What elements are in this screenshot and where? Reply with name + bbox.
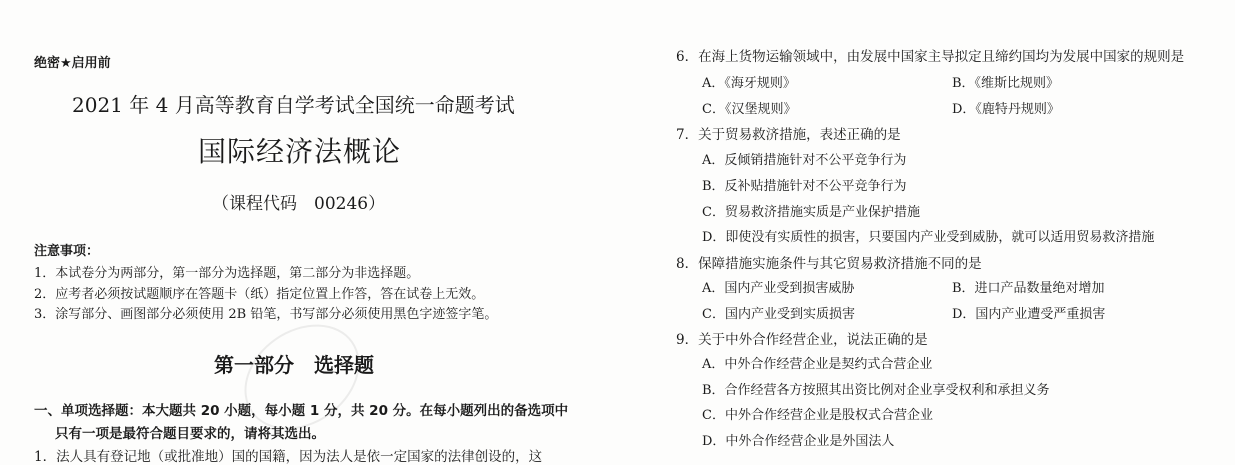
question-6-option-d: D．《鹿特丹规则》 — [952, 102, 1060, 117]
question-7-option-b: B．反补贴措施针对不公平竞争行为 — [702, 179, 907, 194]
question-6-option-a: A．《海牙规则》 — [702, 76, 796, 91]
notice-item: 3．涂写部分、画图部分必须使用 2B 铅笔，书写部分必须使用黑色字迹签字笔。 — [34, 307, 498, 322]
question-7-option-a: A．反倾销措施针对不公平竞争行为 — [702, 153, 907, 168]
question-9-option-d: D．中外合作经营企业是外国法人 — [702, 434, 895, 449]
question-6-stem: 6．在海上货物运输领域中，由发展中国家主导拟定且缔约国均为发展中国家的规则是 — [676, 49, 1185, 65]
question-9-stem: 9．关于中外合作经营企业，说法正确的是 — [676, 332, 928, 348]
notice-item: 2．应考者必须按试题顺序在答题卡（纸）指定位置上作答，答在试卷上无效。 — [34, 287, 485, 302]
notice-heading: 注意事项： — [34, 244, 100, 259]
confidential-label: 绝密★启用前 — [34, 56, 111, 71]
question-8-stem: 8．保障措施实施条件与其它贸易救济措施不同的是 — [676, 256, 982, 272]
question-9-option-b: B．合作经营各方按照其出资比例对企业享受权利和承担义务 — [702, 383, 1050, 398]
question-8-option-b: B．进口产品数量绝对增加 — [952, 281, 1105, 296]
question-6-option-c: C．《汉堡规则》 — [702, 102, 797, 117]
section-instructions: 一、单项选择题：本大题共 20 小题，每小题 1 分，共 20 分。在每小题列出的备选项中 — [34, 403, 569, 419]
section-instructions-cont: 只有一项是最符合题目要求的，请将其选出。 — [55, 426, 325, 442]
subject-title: 国际经济法概论 — [198, 135, 402, 168]
question-7-option-c: C．贸易救济措施实质是产业保护措施 — [702, 205, 920, 220]
question-8-option-d: D．国内产业遭受严重损害 — [952, 307, 1106, 322]
question-8-option-c: C．国内产业受到实质损害 — [702, 307, 855, 322]
part-title: 第一部分 选择题 — [214, 353, 374, 377]
question-8-option-a: A．国内产业受到损害威胁 — [702, 281, 855, 296]
question-7-option-d: D．即使没有实质性的损害，只要国内产业受到威胁，就可以适用贸易救济措施 — [702, 230, 1155, 245]
exam-title: 2021 年 4 月高等教育自学考试全国统一命题考试 — [72, 93, 515, 117]
question-7-stem: 7．关于贸易救济措施，表述正确的是 — [676, 127, 901, 143]
course-code: （课程代码 00246） — [212, 194, 386, 214]
question-9-option-c: C．中外合作经营企业是股权式合营企业 — [702, 408, 933, 423]
question-1-partial: 1．法人具有登记地（或批准地）国的国籍，因为法人是依一定国家的法律创设的，这 — [34, 449, 543, 465]
question-6-option-b: B．《维斯比规则》 — [952, 76, 1060, 91]
notice-item: 1．本试卷分为两部分，第一部分为选择题，第二部分为非选择题。 — [34, 266, 420, 281]
question-9-option-a: A．中外合作经营企业是契约式合营企业 — [702, 357, 933, 372]
